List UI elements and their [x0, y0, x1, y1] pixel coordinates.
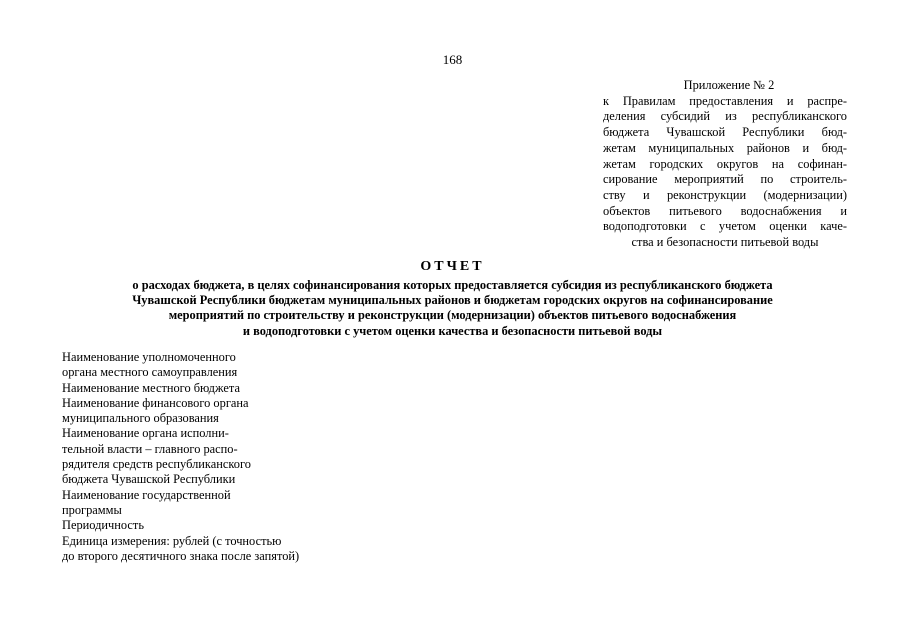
- field-label-line: Наименование органа исполни-: [62, 426, 229, 441]
- report-subtitle-line: мероприятий по строительству и реконструкции (модернизации) объектов питьевого водоснабжения: [168, 308, 737, 323]
- report-subtitle-line: и водоподготовки с учетом оценки качества и безопасности питьевой воды: [242, 323, 663, 338]
- field-label-line: Наименование местного бюджета: [62, 380, 240, 395]
- field-label-line: Единица измерения: рублей (с точностью: [62, 533, 282, 548]
- appendix-block: [603, 78, 847, 251]
- appendix-line: бюджета Чувашской Республики бюд-: [603, 125, 847, 140]
- page-number: 168: [442, 52, 463, 67]
- appendix-title: Приложение № 2: [683, 78, 775, 92]
- appendix-line: водоподготовки с учетом оценки каче-: [603, 219, 847, 234]
- appendix-line: жетам городских округов на софинан-: [603, 156, 847, 171]
- appendix-line: сирование мероприятий по строитель-: [603, 172, 847, 187]
- report-title: ОТЧЕТ: [420, 259, 485, 274]
- field-label-line: до второго десятичного знака после запятой): [62, 548, 300, 563]
- appendix-line: ства и безопасности питьевой воды: [631, 235, 819, 250]
- field-label-line: органа местного самоуправления: [62, 365, 238, 380]
- field-label-line: бюджета Чувашской Республики: [62, 472, 236, 487]
- field-label-line: Наименование государственной: [62, 487, 231, 502]
- appendix-line: к Правилам предоставления и распре-: [603, 93, 847, 108]
- field-label-line: Наименование уполномоченного: [62, 350, 236, 364]
- report-subtitle: [0, 278, 905, 339]
- report-fields: [62, 350, 299, 564]
- field-label-line: Периодичность: [62, 518, 144, 533]
- field-label-line: программы: [62, 502, 122, 517]
- report-subtitle-line: Чувашской Республики бюджетам муниципальных районов и бюджетам городских округов на софинансирование: [132, 293, 773, 308]
- field-label-line: рядителя средств республиканского: [62, 457, 251, 472]
- appendix-line: деления субсидий из республиканского: [603, 109, 847, 124]
- report-subtitle-line: о расходах бюджета, в целях софинансирования которых предоставляется субсидия из республиканского бюджета: [132, 278, 773, 292]
- field-label-line: муниципального образования: [62, 411, 219, 426]
- appendix-line: объектов питьевого водоснабжения и: [603, 203, 847, 218]
- appendix-line: ству и реконструкции (модернизации): [603, 187, 847, 202]
- field-label-line: Наименование финансового органа: [62, 395, 249, 410]
- field-label-line: тельной власти – главного распо-: [62, 441, 238, 456]
- appendix-line: жетам муниципальных районов и бюд-: [603, 140, 847, 155]
